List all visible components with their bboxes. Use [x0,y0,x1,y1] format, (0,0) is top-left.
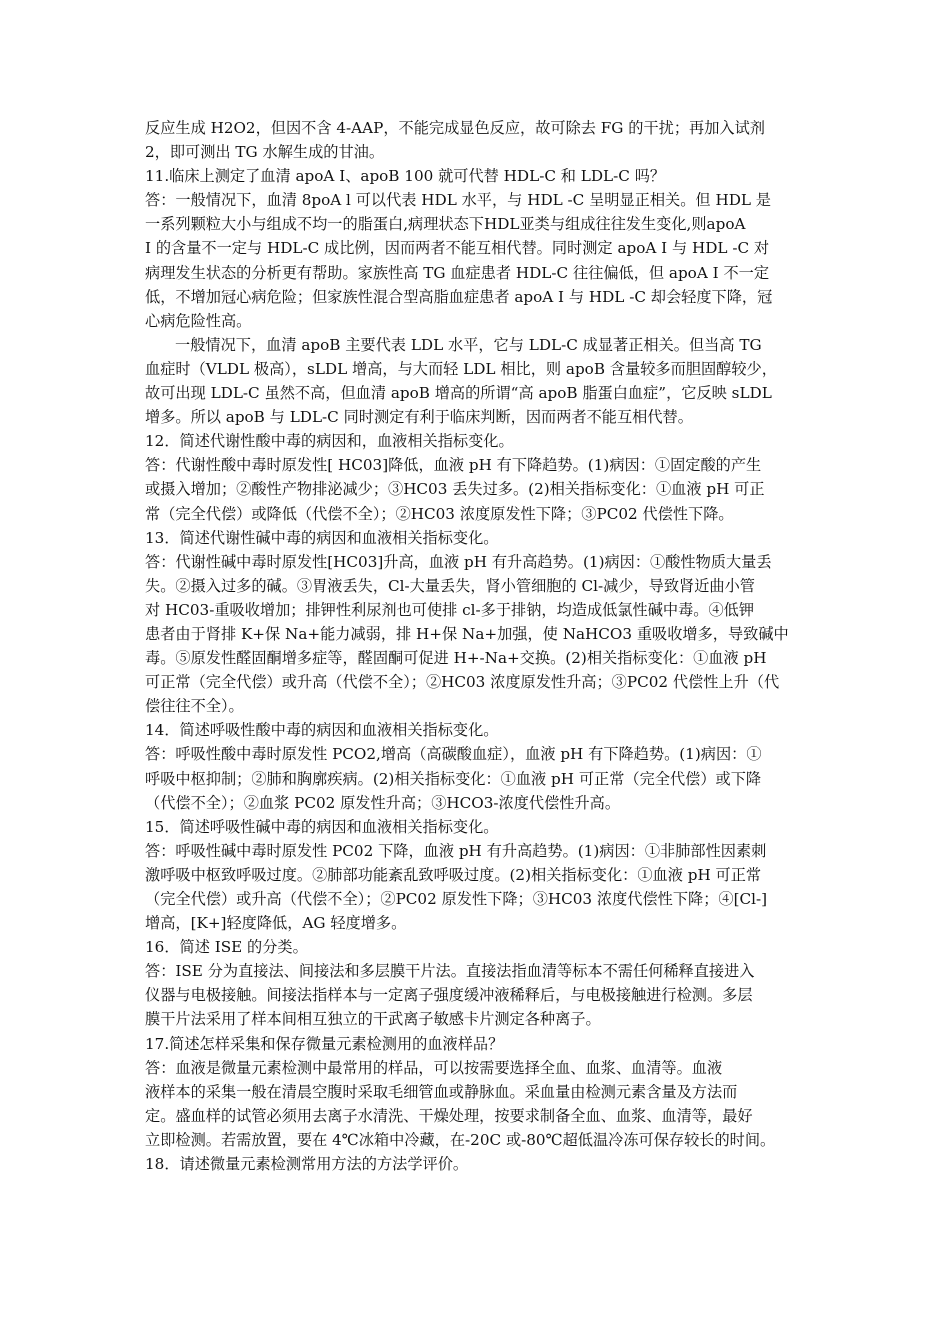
text-line: 失。②摄入过多的碱。③胃液丢失，Cl-大量丢失，肾小管细胞的 Cl-减少，导致肾近曲小管 [145,576,755,595]
text-line: 定。盛血样的试管必须用去离子水清洗、干燥处理，按要求制备全血、血浆、血清等，最好 [145,1106,753,1125]
text-line: 答：呼吸性酸中毒时原发性 PCO2,增高（高碳酸血症），血液 pH 有下降趋势。(1)病因：① [145,745,762,764]
text-line: 患者由于肾排 K+保 Na+能力减弱，排 H+保 Na+加强，使 NaHCO3 重吸收增多，导致碱中 [145,624,789,643]
text-line: 膜干片法采用了样本间相互独立的干武离子敏感卡片测定各种离子。 [145,1010,601,1029]
text-line: 14．简述呼吸性酸中毒的病因和血液相关指标变化。 [145,721,499,740]
text-line: 16．简述 ISE 的分类。 [145,938,308,957]
text-line: 答：呼吸性碱中毒时原发性 PC02 下降，血液 pH 有升高趋势。(1)病因：①非肺部性因素刺 [145,841,767,860]
text-line: 液样本的采集一般在清晨空腹时采取毛细管血或静脉血。采血量由检测元素含量及方法而 [145,1082,738,1101]
text-line: 13．简述代谢性碱中毒的病因和血液相关指标变化。 [145,528,499,547]
document-body [145,116,807,1176]
text-line: I 的含量不一定与 HDL-C 成比例，因而两者不能互相代替。同时测定 apoA I 与 HDL -C 对 [145,239,770,258]
text-line: 偿往往不全）。 [145,697,244,716]
text-line: 增高，[K+]轻度降低，AG 轻度增多。 [145,914,407,933]
text-line: 故可出现 LDL-C 虽然不高，但血清 apoB 增高的所谓“高 apoB 脂蛋白血症”，它反映 sLDL [145,384,772,403]
text-line: 答：一般情况下，血清 8poA l 可以代表 HDL 水平，与 HDL -C 呈明显正相关。但 HDL 是 [145,191,771,210]
text-line: 或摄入增加；②酸性产物排泌减少；③HC03 丢失过多。(2)相关指标变化：①血液 pH 可正 [145,480,765,499]
text-line: 15．简述呼吸性碱中毒的病因和血液相关指标变化。 [145,817,499,836]
text-line: 增多。所以 apoB 与 LDL-C 同时测定有利于临床判断，因而两者不能互相代替。 [145,408,693,427]
text-line: 11.临床上测定了血清 apoA I、apoB 100 就可代替 HDL-C 和 LDL-C 吗？ [145,167,666,186]
text-line: 12．简述代谢性酸中毒的病因和，血液相关指标变化。 [145,432,514,451]
text-line: 一般情况下，血清 apoB 主要代表 LDL 水平，它与 LDL-C 成显著正相关。但当高 TG [175,335,762,354]
text-line: 答：代谢性碱中毒时原发性[HC03]升高，血液 pH 有升高趋势。(1)病因：①酸性物质大量丢 [145,552,772,571]
text-line: 低，不增加冠心病危险；但家族性混合型高脂血症患者 apoA I 与 HDL -C 却会轻度下降，冠 [145,287,773,306]
text-line: 2，即可测出 TG 水解生成的甘油。 [145,143,385,162]
text-line: 病理发生状态的分析更有帮助。家族性高 TG 血症患者 HDL-C 往往偏低，但 apoA I 不一定 [145,263,770,282]
text-line: 17.简述怎样采集和保存微量元素检测用的血液样品？ [145,1034,504,1053]
text-line: 立即检测。若需放置，要在 4℃冰箱中冷藏，在-20C 或-80℃超低温冷冻可保存较长的时间。 [145,1130,776,1149]
text-line: 答：代谢性酸中毒时原发性[ HC03]降低，血液 pH 有下降趋势。(1)病因：①固定酸的产生 [145,456,762,475]
text-line: 反应生成 H2O2，但因不含 4-AAP，不能完成显色反应，故可除去 FG 的干扰；再加入试剂 [145,119,765,137]
text-line: 对 HC03-重吸收增加；排钾性利尿剂也可使排 cl-多于排钠，均造成低氯性碱中毒。④低钾 [145,600,755,619]
text-line: （代偿不全）；②血浆 PC02 原发性升高；③HCO3-浓度代偿性升高。 [145,793,621,812]
text-line: 血症时（VLDL 极高），sLDL 增高，与大而轻 LDL 相比，则 apoB 含量较多而胆固醇较少， [145,359,777,378]
text-line: 常（完全代偿）或降低（代偿不全）；②HC03 浓度原发性下降；③PC02 代偿性下降。 [145,504,734,523]
text-line: 激呼吸中枢致呼吸过度。②肺部功能紊乱致呼吸过度。(2)相关指标变化：①血液 pH 可正常 [145,865,762,884]
text-line: 仪器与电极接触。间接法指样本与一定离子强度缓冲液稀释后，与电极接触进行检测。多层 [145,986,753,1005]
text-line: 18．请述微量元素检测常用方法的方法学评价。 [145,1155,469,1174]
text-line: 答：ISE 分为直接法、间接法和多层膜干片法。直接法指血清等标本不需任何稀释直接进入 [145,962,755,981]
text-line: 答：血液是微量元素检测中最常用的样品，可以按需要选择全血、血浆、血清等。血液 [145,1058,723,1077]
text-line: 可正常（完全代偿）或升高（代偿不全）；②HC03 浓度原发性升高；③PC02 代偿性上升（代 [145,673,780,692]
text-line: （完全代偿）或升高（代偿不全）；②PC02 原发性下降；③HC03 浓度代偿性下降；④[Cl-] [145,890,768,908]
text-line: 心病危险性高。 [145,311,252,330]
text-line: 呼吸中枢抑制；②肺和胸廓疾病。(2)相关指标变化：①血液 pH 可正常（完全代偿）或下降 [145,769,762,788]
text-line: 毒。⑤原发性醛固酮增多症等，醛固酮可促进 H+-Na+交换。(2)相关指标变化：①血液 pH [145,649,767,668]
text-line: 一系列颗粒大小与组成不均一的脂蛋白,病理状态下HDL亚类与组成往往发生变化,则apoA [145,215,746,234]
